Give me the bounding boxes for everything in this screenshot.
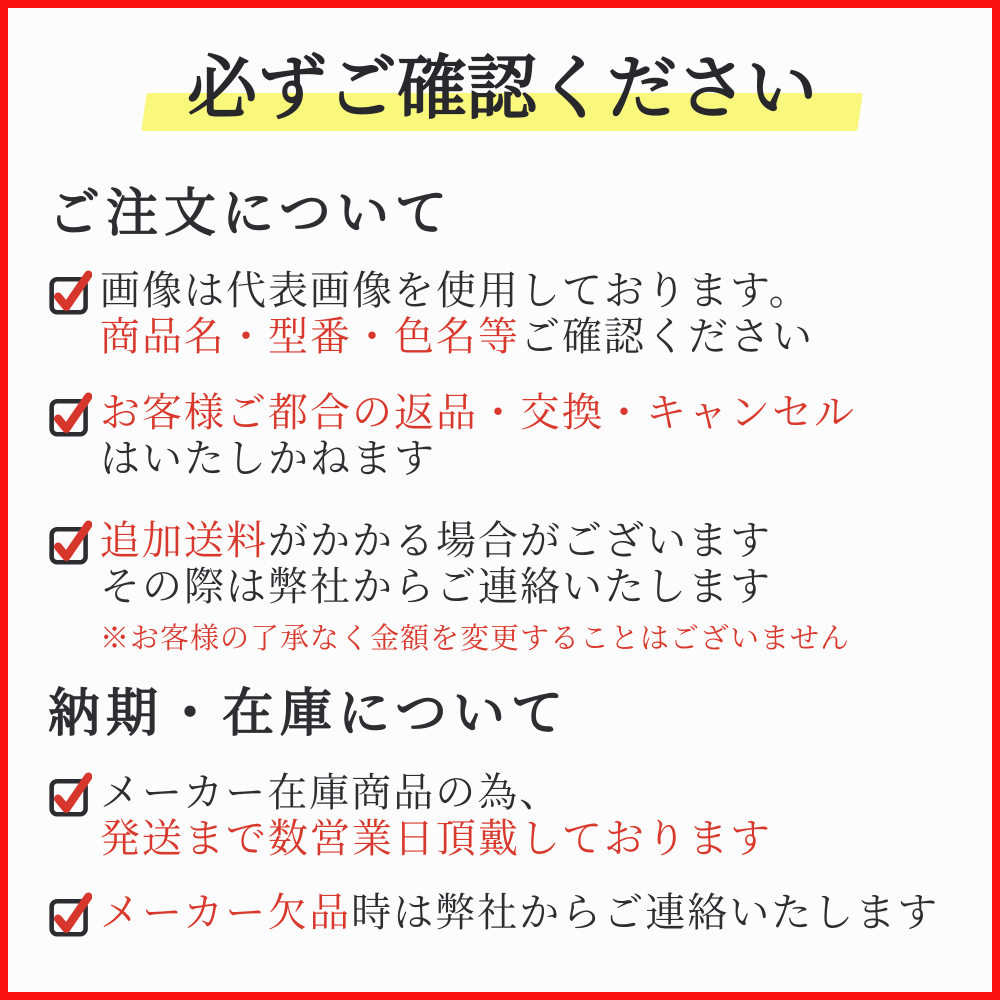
list-item bbox=[48, 518, 956, 656]
list-item bbox=[48, 770, 956, 862]
section-heading-stock: 納期・在庫について bbox=[48, 683, 569, 744]
text-line bbox=[100, 770, 772, 816]
list-item bbox=[48, 890, 956, 938]
text-segment: 画像は代表画像を使用しております。 bbox=[100, 268, 811, 314]
text-line bbox=[100, 564, 850, 610]
item-text bbox=[100, 268, 814, 360]
notice-content bbox=[8, 38, 992, 938]
checked-checkbox-icon bbox=[48, 270, 92, 316]
item-text bbox=[100, 770, 772, 862]
disclaimer-note: ※お客様の了承なく金額を変更することはございません bbox=[100, 621, 851, 655]
title-area bbox=[48, 38, 956, 138]
text-segment-emphasis: 追加送料 bbox=[100, 518, 268, 564]
item-text bbox=[100, 390, 856, 482]
text-line bbox=[100, 314, 814, 360]
checked-checkbox-icon bbox=[48, 892, 92, 938]
text-segment: メーカー在庫商品の為、 bbox=[100, 770, 562, 816]
checked-checkbox-icon bbox=[48, 772, 92, 818]
item-text bbox=[100, 518, 850, 656]
text-segment-emphasis: お客様ご都合の返品・交換・キャンセル bbox=[100, 390, 856, 436]
text-line bbox=[100, 390, 856, 436]
text-segment: はいたしかねます bbox=[100, 436, 436, 482]
text-line bbox=[100, 816, 772, 862]
text-segment: がかかる場合がございます bbox=[268, 518, 772, 564]
text-segment: ご確認ください bbox=[520, 314, 814, 360]
text-line bbox=[100, 518, 850, 564]
list-item bbox=[48, 268, 956, 360]
text-line bbox=[100, 268, 814, 314]
checked-checkbox-icon bbox=[48, 392, 92, 438]
text-segment: その際は弊社からご連絡いたします bbox=[100, 564, 772, 610]
checked-checkbox-icon bbox=[48, 520, 92, 566]
text-segment-emphasis: 発送まで数営業日頂戴しております bbox=[100, 816, 772, 862]
text-segment-emphasis: 商品名・型番・色名等 bbox=[100, 314, 520, 360]
text-line bbox=[100, 436, 856, 482]
page-title: 必ずご確認ください bbox=[187, 46, 817, 129]
section-heading-orders: ご注文について bbox=[48, 183, 453, 244]
text-segment-emphasis: メーカー欠品 bbox=[100, 890, 352, 936]
text-segment: 時は弊社からご連絡いたします bbox=[351, 890, 940, 936]
list-item bbox=[48, 390, 956, 482]
text-line bbox=[100, 890, 939, 936]
item-text bbox=[100, 890, 939, 936]
